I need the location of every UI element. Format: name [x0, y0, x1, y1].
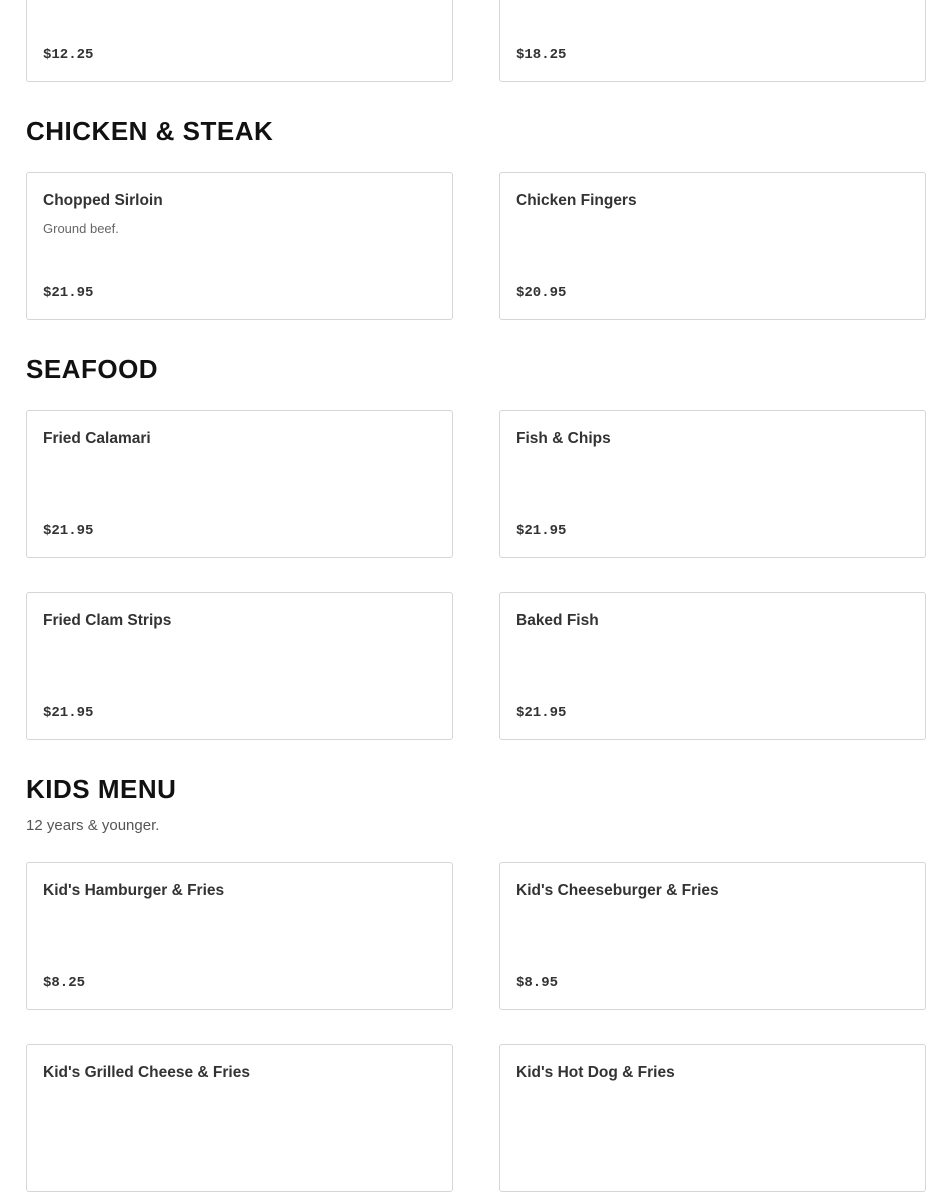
menu-item-card[interactable]	[499, 172, 926, 320]
menu-item-card[interactable]	[499, 862, 926, 1010]
menu-item-name: Chopped Sirloin	[43, 192, 163, 209]
menu-item-name: Kid's Grilled Cheese & Fries	[43, 1064, 250, 1081]
menu-item-price: $21.95	[43, 285, 94, 301]
menu-item-name: Chicken Fingers	[516, 192, 637, 209]
menu-item-card[interactable]	[499, 592, 926, 740]
menu-item-card[interactable]	[26, 172, 453, 320]
menu-item-price: $8.25	[43, 975, 86, 991]
menu-item-name: Kid's Hot Dog & Fries	[516, 1064, 675, 1081]
menu-item-card[interactable]	[499, 1044, 926, 1192]
section-subtitle: 12 years & younger.	[26, 817, 160, 834]
menu-item-name: Fried Clam Strips	[43, 612, 172, 629]
menu-item-description: Ground beef.	[43, 221, 119, 236]
menu-item-card[interactable]	[26, 862, 453, 1010]
menu-item-name: Fish & Chips	[516, 430, 611, 447]
menu-item-card[interactable]	[26, 592, 453, 740]
menu-item-price: $12.25	[43, 47, 94, 63]
section-title-chicken-steak: CHICKEN & STEAK	[26, 116, 274, 146]
menu-item-name: Kid's Cheeseburger & Fries	[516, 882, 719, 899]
menu-item-card[interactable]	[26, 1044, 453, 1192]
menu-item-price: $21.95	[516, 523, 567, 539]
menu-item-card[interactable]	[26, 410, 453, 558]
menu-item-price: $21.95	[43, 705, 94, 721]
section-title-kids-menu: KIDS MENU	[26, 774, 177, 804]
menu-item-price: $8.95	[516, 975, 559, 991]
menu-item-price: $21.95	[516, 705, 567, 721]
menu-item-price: $18.25	[516, 47, 567, 63]
menu-item-name: Baked Fish	[516, 612, 599, 629]
section-title-seafood: SEAFOOD	[26, 354, 159, 384]
menu-item-name: Kid's Hamburger & Fries	[43, 882, 225, 899]
menu-item-card[interactable]	[26, 0, 453, 82]
menu-item-card[interactable]	[499, 0, 926, 82]
menu-item-price: $21.95	[43, 523, 94, 539]
menu-item-card[interactable]	[499, 410, 926, 558]
menu-item-name: Fried Calamari	[43, 430, 151, 447]
menu-item-price: $20.95	[516, 285, 567, 301]
